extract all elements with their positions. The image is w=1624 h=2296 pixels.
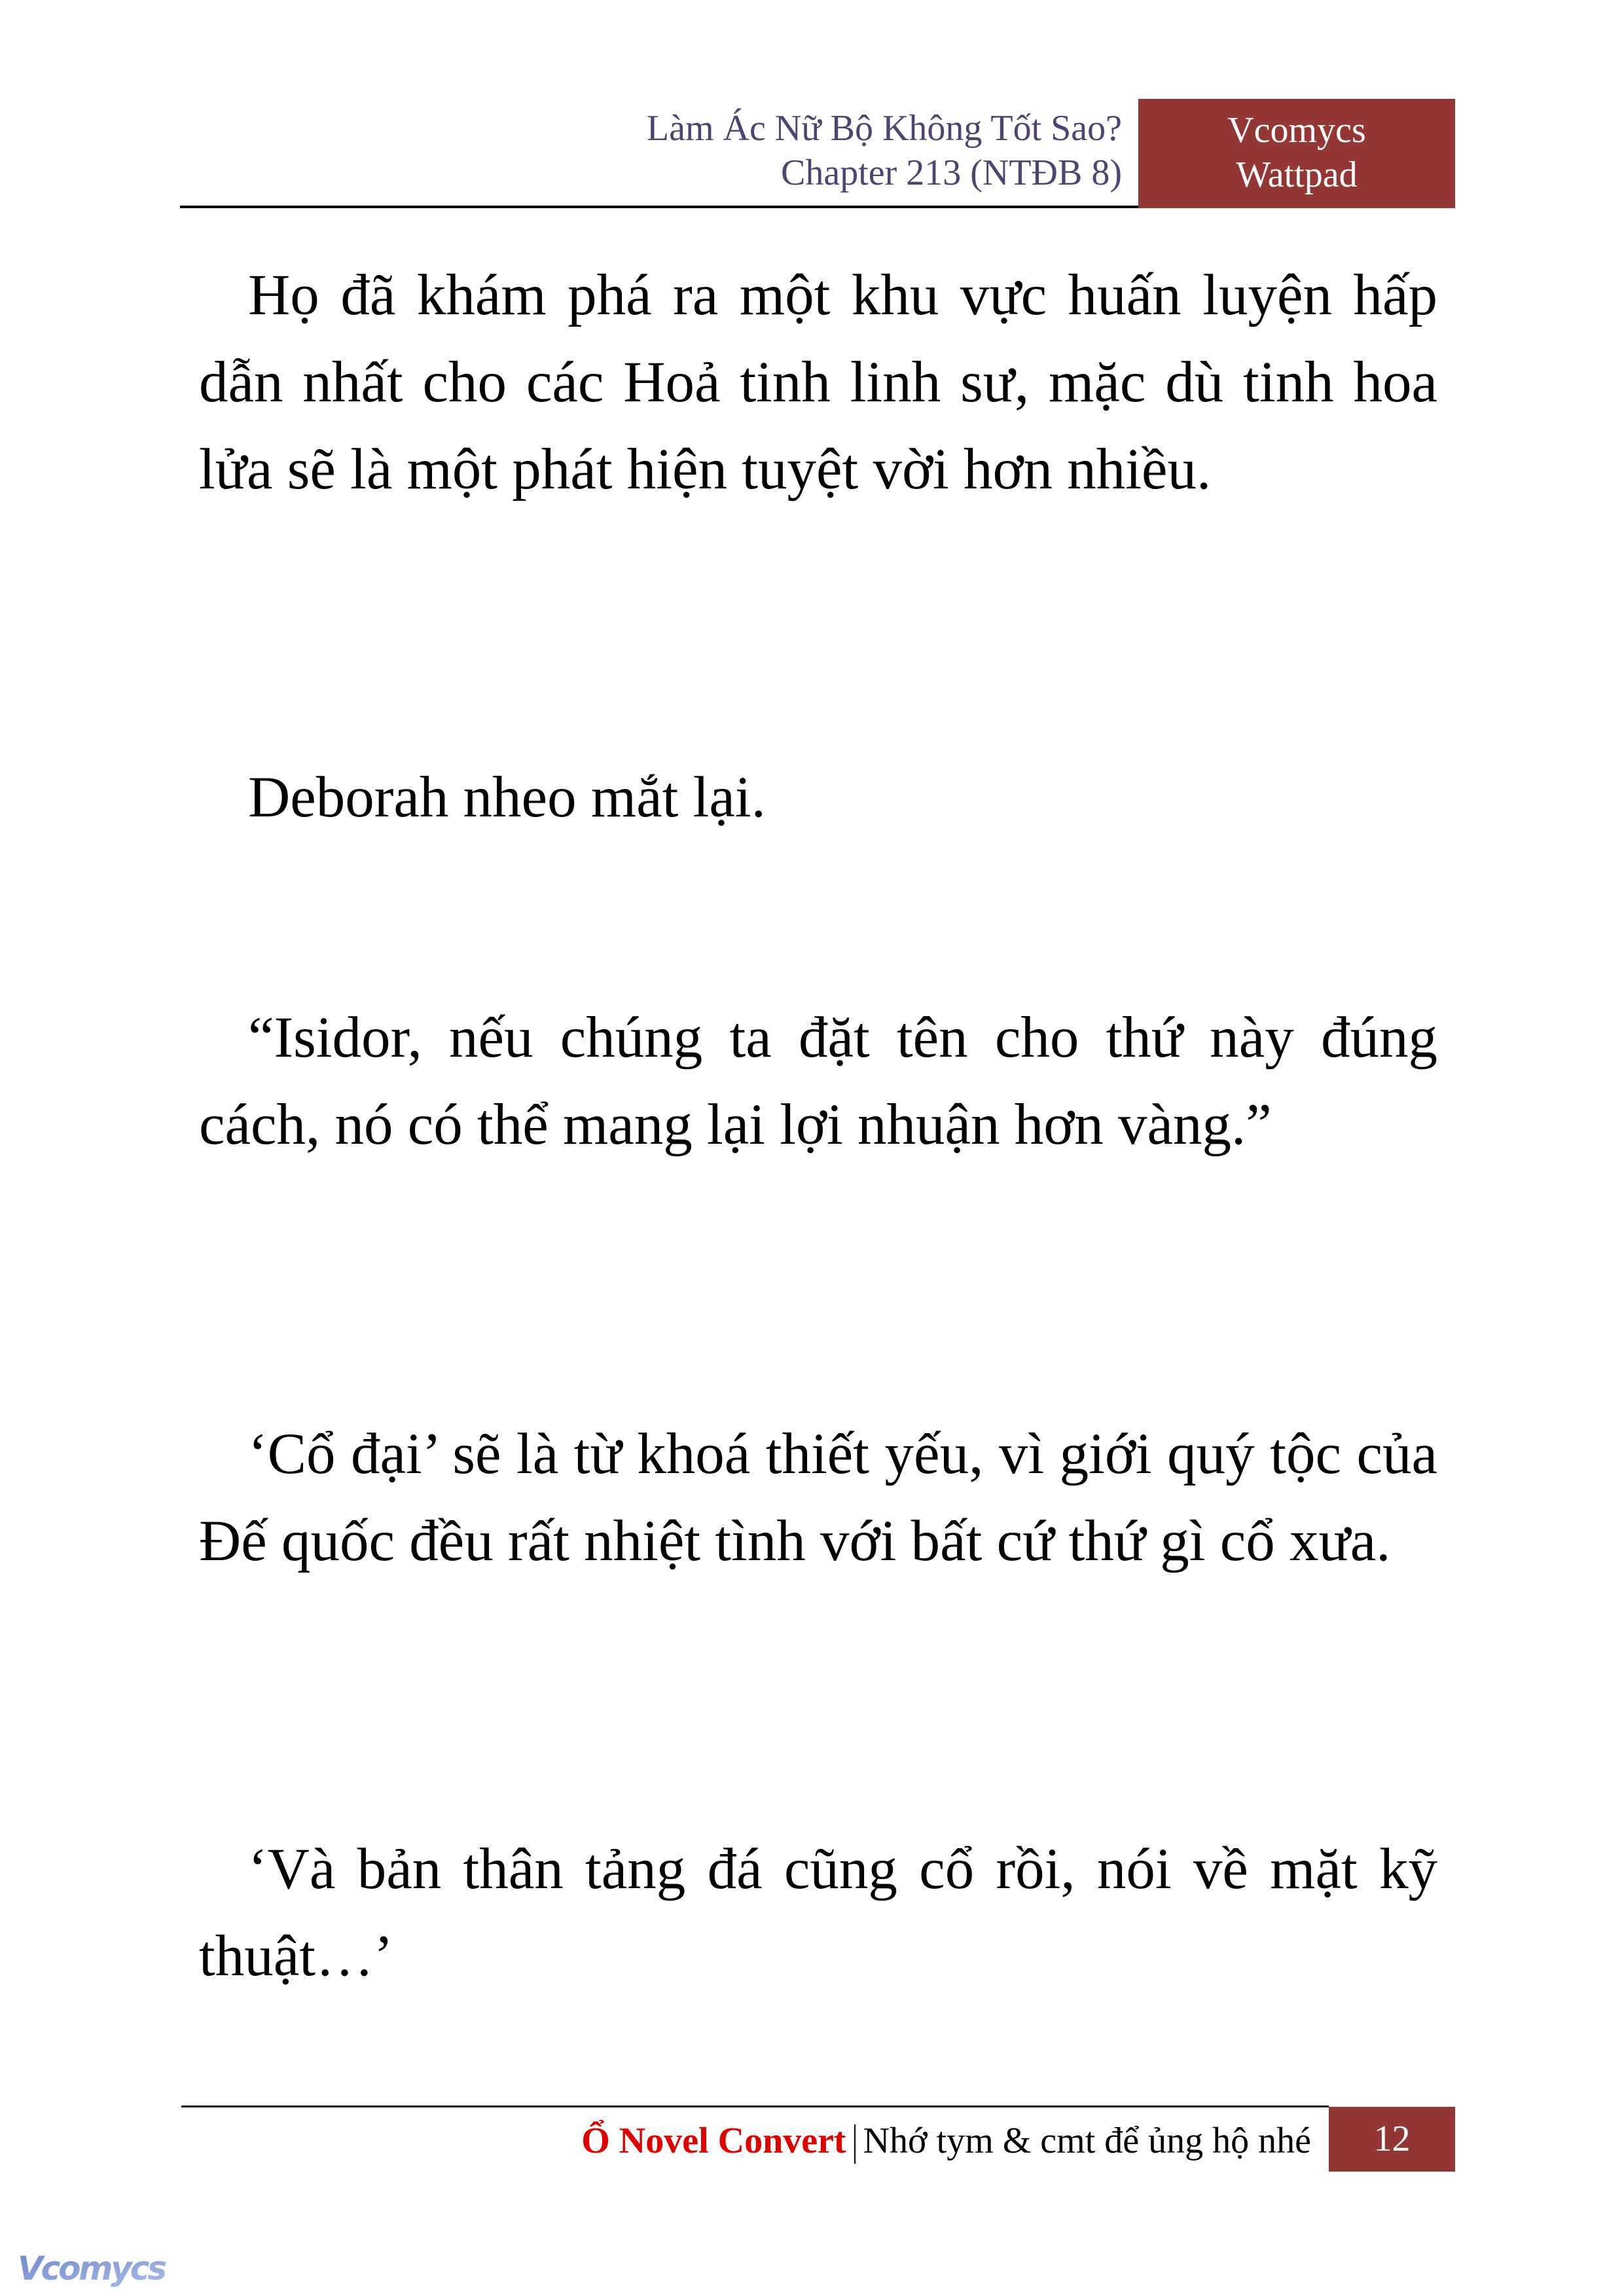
paragraph-5: ‘Và bản thân tảng đá cũng cổ rồi, nói về mặt kỹ thuật…’ <box>199 1837 1437 1988</box>
svg-text:Vcomycs: Vcomycs <box>18 2250 165 2287</box>
paragraph-1: Họ đã khám phá ra một khu vực huấn luyện hấp dẫn nhất cho các Hoả tinh linh sư, mặc dù tinh hoa lửa sẽ là một phát hiện tuyệt vời hơn nhiều. <box>199 263 1437 501</box>
page-number: 12 <box>1329 2107 1455 2172</box>
footer-message: Nhớ tym & cmt để ủng hộ nhé <box>863 2121 1311 2161</box>
footer-separator <box>854 2124 856 2164</box>
source-badge <box>1138 99 1455 208</box>
chapter-label: Chapter 213 (NTĐB 8) <box>780 153 1122 193</box>
footer-brand: Ổ Novel Convert <box>581 2121 846 2161</box>
footer-text <box>581 2116 1311 2166</box>
source-badge-line2: Wattpad <box>1236 155 1358 195</box>
paragraph-2: Deborah nheo mắt lại. <box>248 765 766 829</box>
paragraph-3: “Isidor, nếu chúng ta đặt tên cho thứ này đúng cách, nó có thể mang lại lợi nhuận hơn vàng.” <box>199 1006 1437 1157</box>
vcomycs-logo <box>16 2246 167 2291</box>
footer-divider <box>181 2105 1329 2107</box>
source-badge-line1: Vcomycs <box>1227 110 1366 151</box>
paragraph-4: ‘Cổ đại’ sẽ là từ khoá thiết yếu, vì giới quý tộc của Đế quốc đều rất nhiệt tình với bất cứ thứ gì cổ xưa. <box>199 1422 1437 1573</box>
running-header <box>647 106 1122 195</box>
header-divider <box>180 206 1138 208</box>
book-title: Làm Ác Nữ Bộ Không Tốt Sao? <box>646 108 1122 149</box>
